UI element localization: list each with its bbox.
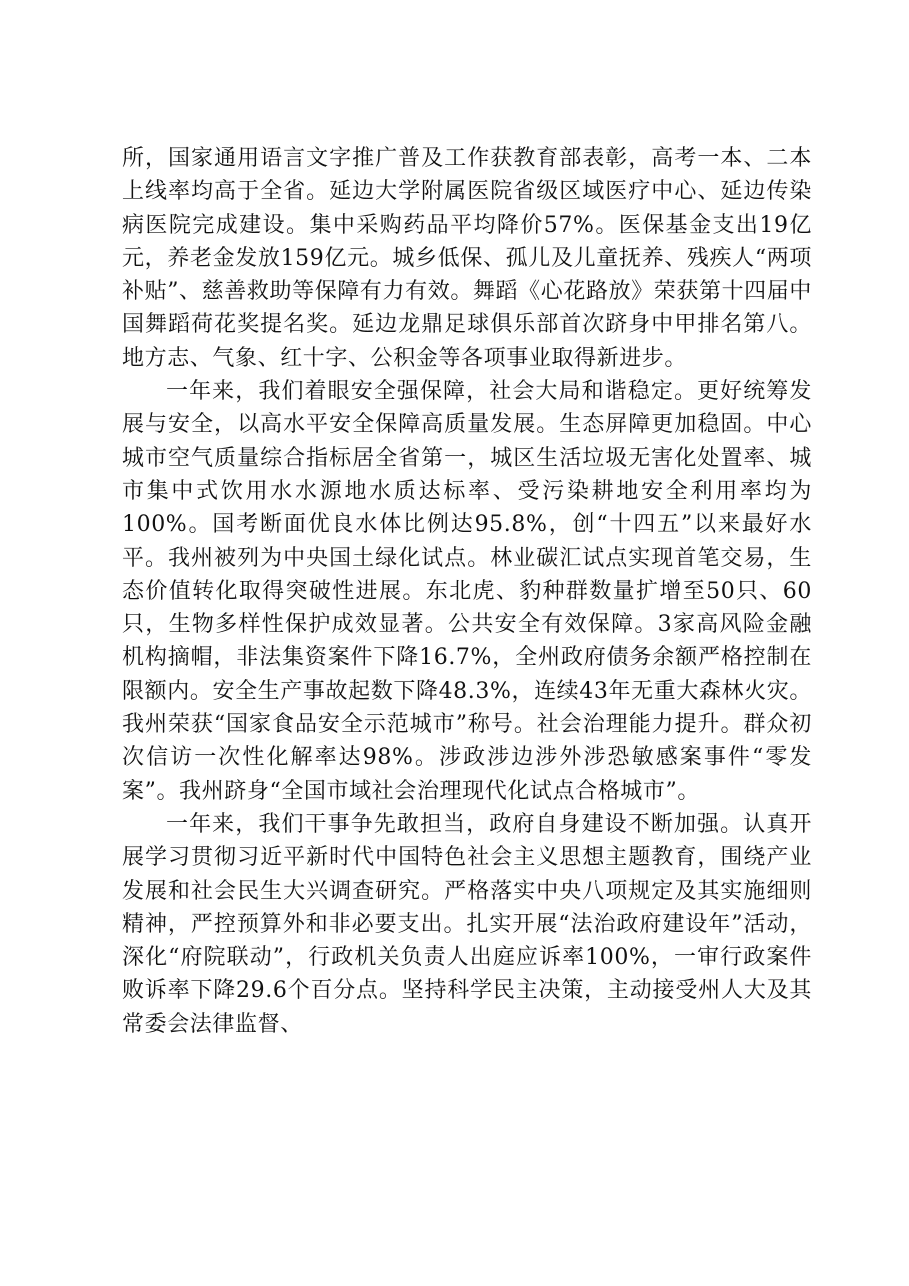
paragraph-safety-security: 一年来，我们着眼安全强保障，社会大局和谐稳定。更好统筹发展与安全，以高水平安全保障高质量发展。生态屏障更加稳固。中心城市空气质量综合指标居全省第一，城区生活垃圾无害化处置率、城市集中式饮用水水源地水质达标率、受污染耕地安全利用率均为100%。国考断面优良水体比例达95.8%，创“十四五”以来最好水平。我州被列为中央国土绿化试点。林业碳汇试点实现首笔交易，生态价值转化取得突破性进展。东北虎、豹种群数量扩增至50只、60只，生物多样性保护成效显著。公共安全有效保障。3家高风险金融机构摘帽，非法集资案件下降16.7%，全州政府债务余额严格控制在限额内。安全生产事故起数下降48.3%，连续43年无重大森林火灾。我州荣获“国家食品安全示范城市”称号。社会治理能力提升。群众初次信访一次性化解率达98%。涉政涉边涉外涉恐敏感案事件“零发案”。我州跻身“全国市域社会治理现代化试点合格城市”。 — [122, 379, 812, 804]
paragraph-social-undertakings: 所，国家通用语言文字推广普及工作获教育部表彰，高考一本、二本上线率均高于全省。延边大学附属医院省级区域医疗中心、延边传染病医院完成建设。集中采购药品平均降价57%。医保基金支出19亿元，养老金发放159亿元。城乡低保、孤儿及儿童抚养、残疾人“两项补贴”、慈善救助等保障有力有效。舞蹈《心花路放》荣获第十四届中国舞蹈荷花奖提名奖。延边龙鼎足球俱乐部首次跻身中甲排名第八。地方志、气象、红十字、公积金等各项事业取得新进步。 — [122, 146, 812, 371]
document-body — [122, 142, 812, 1041]
paragraph-government-building: 一年来，我们干事争先敢担当，政府自身建设不断加强。认真开展学习贯彻习近平新时代中国特色社会主义思想主题教育，围绕产业发展和社会民生大兴调查研究。严格落实中央八项规定及其实施细则精神，严控预算外和非必要支出。扎实开展“法治政府建设年”活动，深化“府院联动”，行政机关负责人出庭应诉率100%，一审行政案件败诉率下降29.6个百分点。坚持科学民主决策，主动接受州人大及其常委会法律监督、 — [122, 811, 812, 1037]
